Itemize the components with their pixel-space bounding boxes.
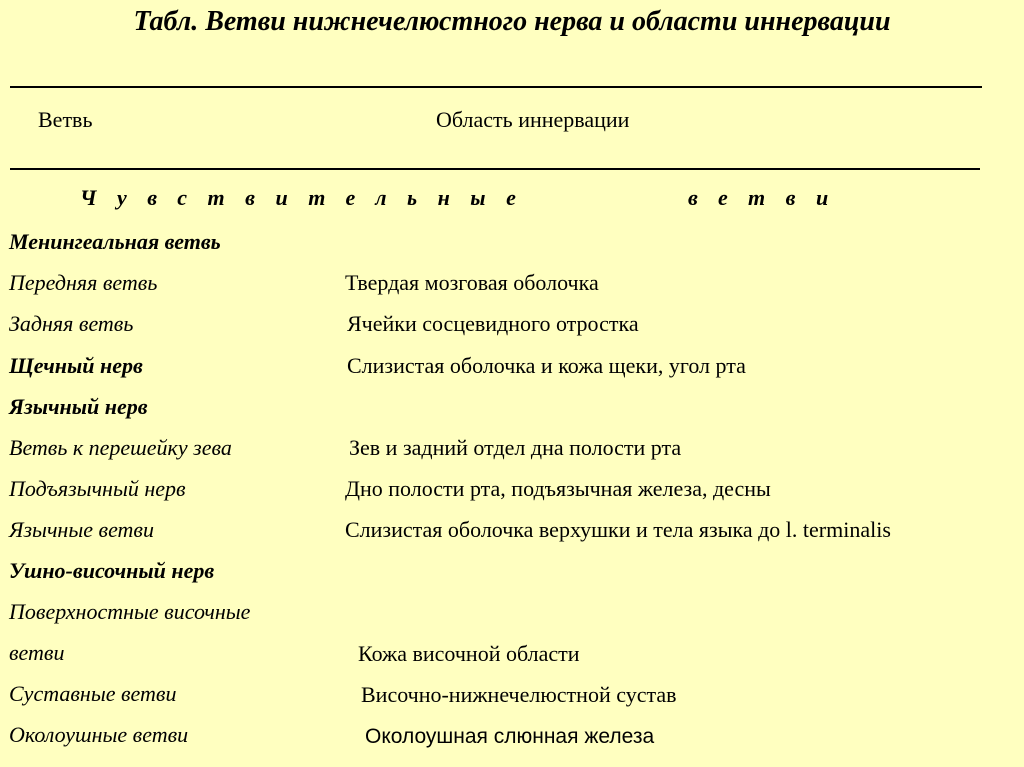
branch-name: Околоушные ветви [9,722,189,747]
innervation-area: Кожа височной области [358,641,580,666]
branch-name: Подъязычный нерв [9,476,186,501]
branch-name: Менингеальная ветвь [9,229,221,254]
branch-name: Язычный нерв [9,394,148,419]
branch-name: Язычные ветви [9,517,154,542]
innervation-area: Ячейки сосцевидного отростка [347,311,639,336]
branch-name: Суставные ветви [9,681,177,706]
branch-name: Поверхностные височные [9,599,251,624]
column-header-branch: Ветвь [38,107,93,132]
branch-name: Ушно-височный нерв [9,558,215,583]
branch-name: Ветвь к перешейку зева [9,435,232,460]
table-title: Табл. Ветви нижнечелюстного нерва и области иннервации [133,6,891,37]
branch-name: Передняя ветвь [9,270,158,295]
header-top-rule [10,86,982,88]
branch-name: ветви [9,640,65,665]
innervation-area: Слизистая оболочка верхушки и тела языка до l. terminalis [345,517,891,542]
innervation-area: Твердая мозговая оболочка [345,270,599,295]
header-bottom-rule [10,168,980,170]
branch-name: Задняя ветвь [9,311,134,336]
innervation-area: Зев и задний отдел дна полости рта [349,435,682,460]
column-header-area: Область иннервации [436,107,630,132]
innervation-area: Околоушная слюнная железа [365,725,655,748]
branch-name: Щечный нерв [9,353,143,378]
section-heading-word-1: Чувствительные [80,185,537,210]
section-heading-word-2: ветви [688,185,849,210]
innervation-area: Дно полости рта, подъязычная железа, десны [345,476,771,501]
innervation-area: Височно-нижнечелюстной сустав [361,682,677,707]
innervation-area: Слизистая оболочка и кожа щеки, угол рта [347,353,746,378]
